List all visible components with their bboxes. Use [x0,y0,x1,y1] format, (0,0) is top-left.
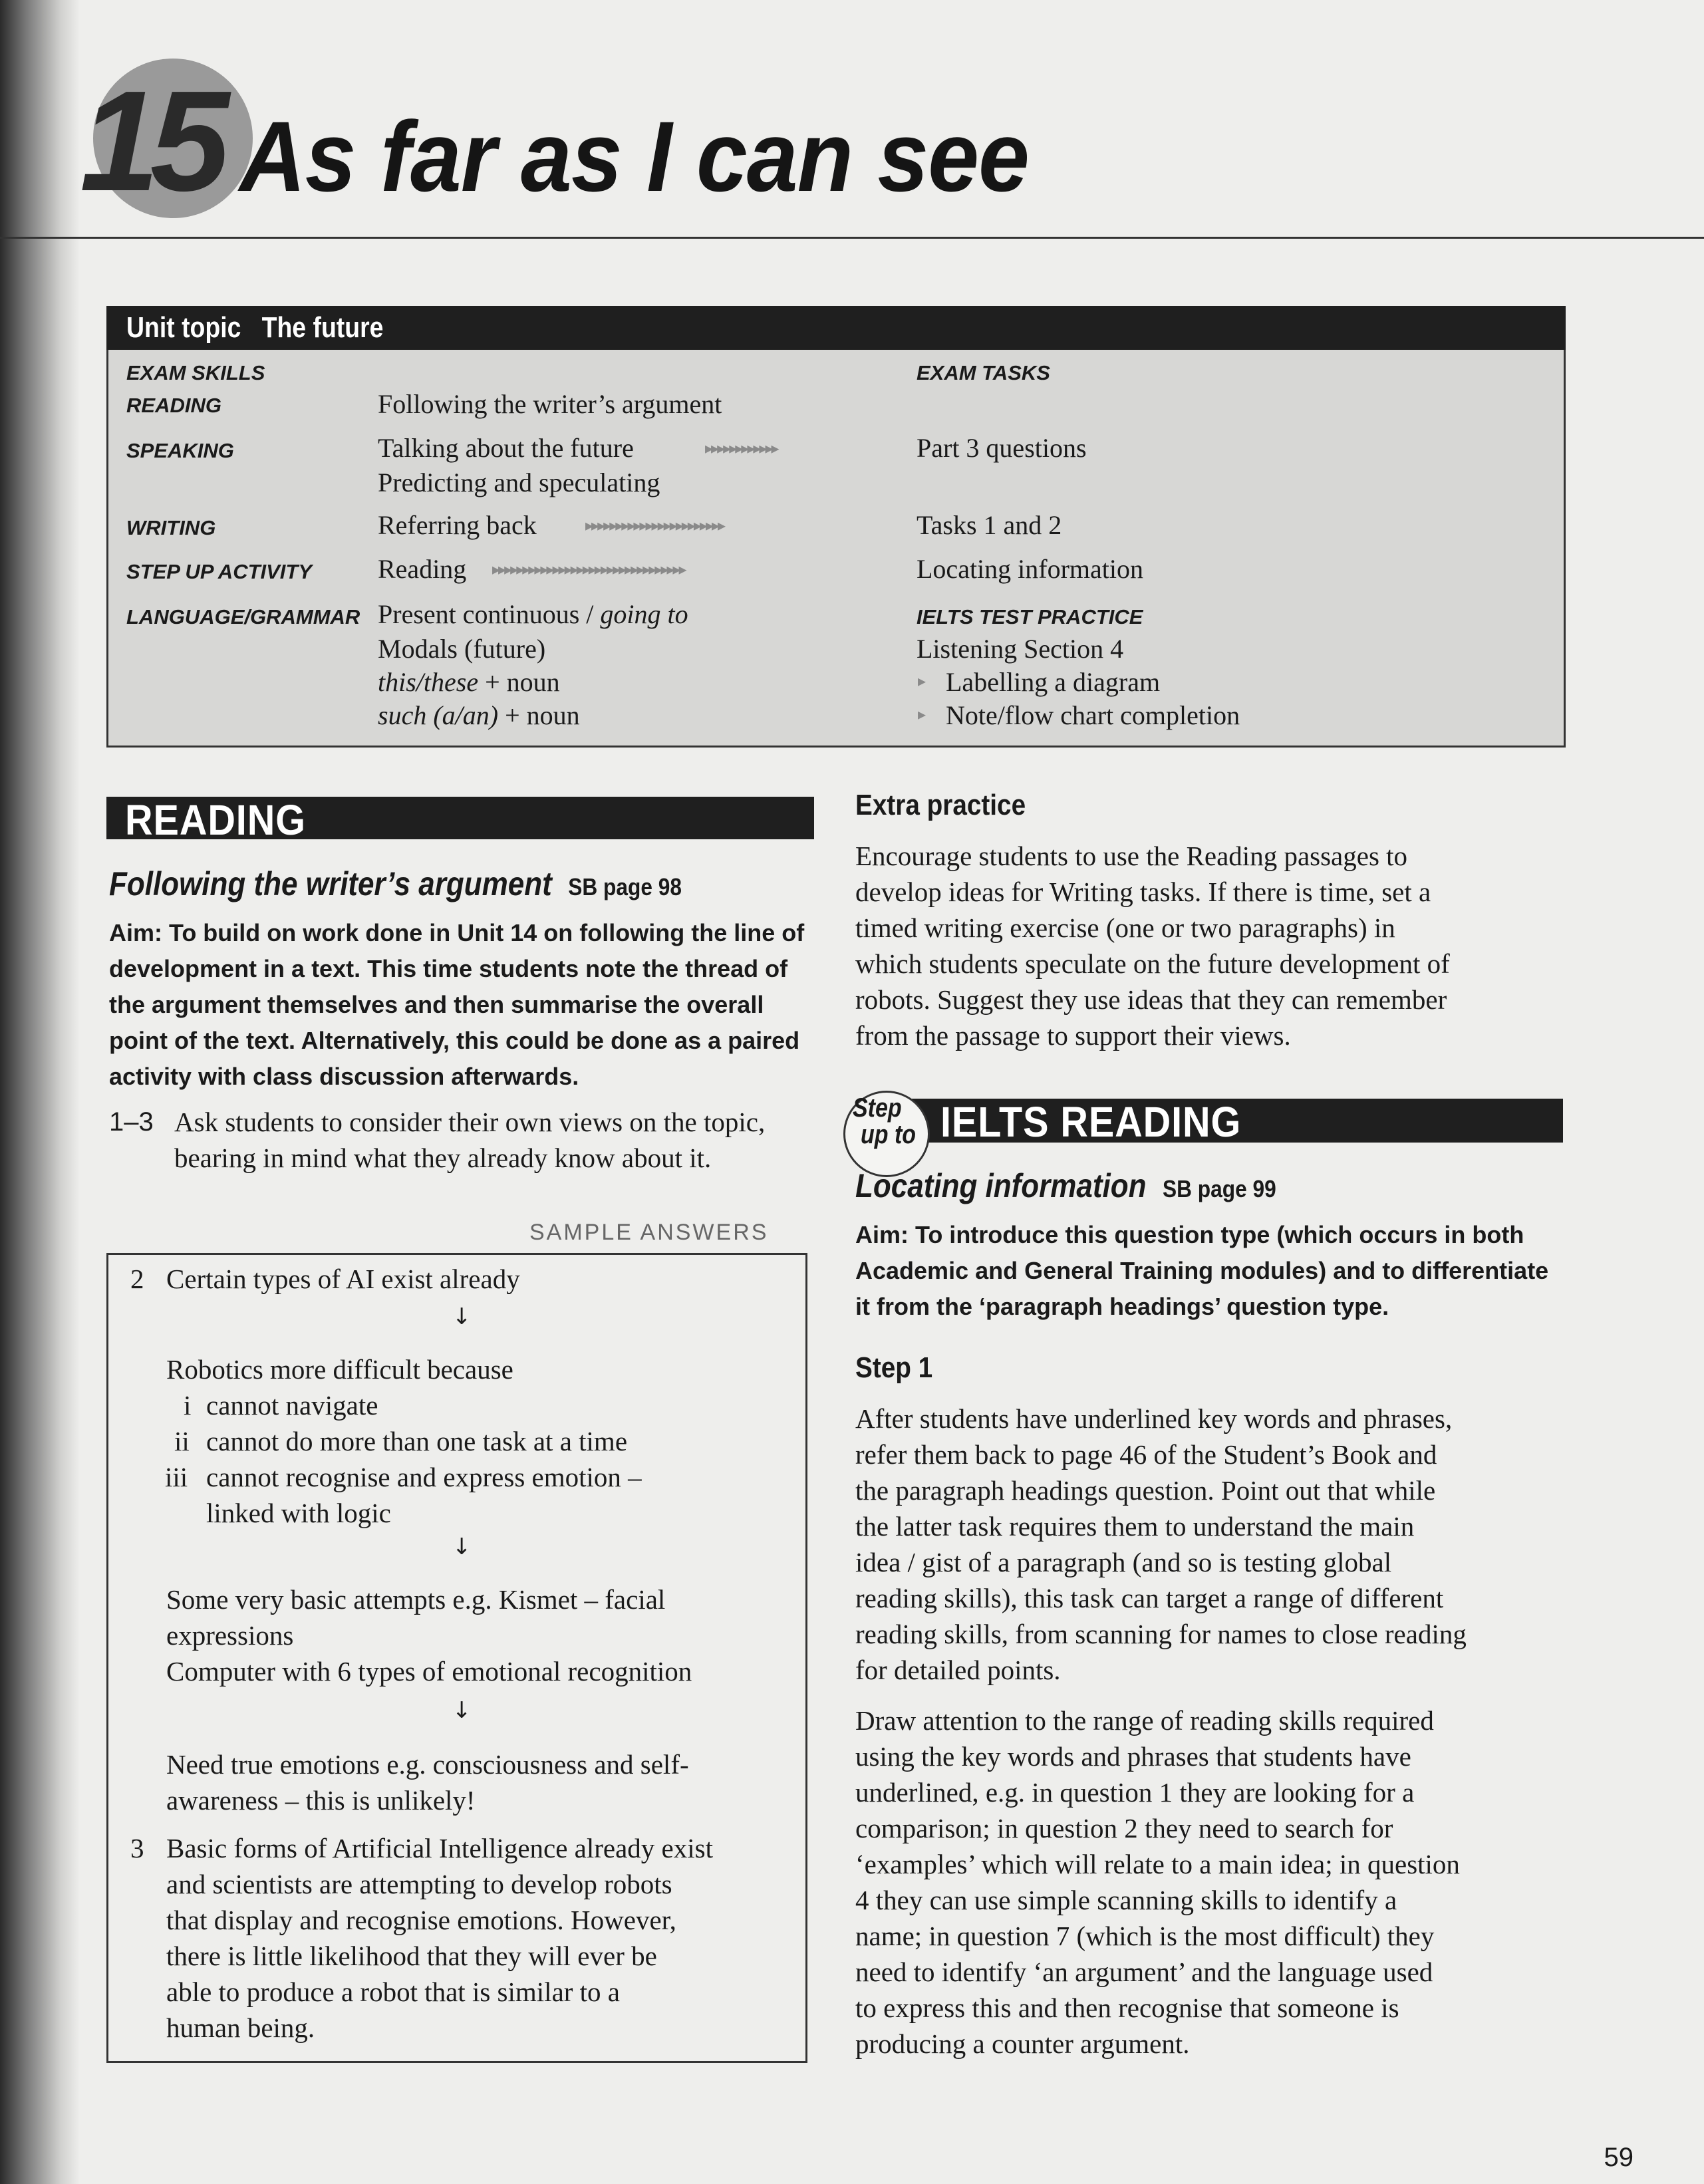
para1-line: reading skills), this task can target a range of different [855,1583,1444,1613]
para2-line: comparison; in question 2 they need to search for [855,1813,1393,1843]
extra-line: robots. Suggest they use ideas that they can remember [855,984,1447,1015]
reading-subhead [109,865,682,903]
unit-topic-name: The future [261,311,384,344]
sb-page-ref: SB page 98 [568,873,682,900]
exam-task: Locating information [917,554,1144,584]
step-up-logo-line1: Step [853,1093,902,1123]
para1-line: reading skills, from scanning for names to close reading [855,1619,1467,1649]
bullet-arrow-icon: ▸ [918,705,924,724]
answer-line: human being. [166,2012,315,2043]
unit-title: As far as I can see [239,100,1029,212]
ielts-reading-subhead [855,1166,1276,1205]
skill-value: Modals (future) [378,634,546,664]
answer-number: 3 [130,1833,144,1863]
ielts-item: Labelling a diagram [946,667,1161,697]
answer-line: Certain types of AI exist already [166,1264,520,1294]
extra-line: from the passage to support their views. [855,1020,1291,1051]
ielts-reading-title: IELTS READING [940,1098,1242,1146]
para1-line: After students have underlined key words and phrases, [855,1403,1453,1434]
skill-label-language-grammar: LANGUAGE/GRAMMAR [126,605,360,628]
skill-label-step-up: STEP UP ACTIVITY [126,560,313,583]
para2-line: Draw attention to the range of reading skills required [855,1705,1434,1736]
ielts-reading-aim: Aim: To introduce this question type (which occurs in both Academic and General Training modules) and to differentiate it from the ‘paragraph headings’ question type. [855,1221,1549,1320]
skill-label-writing: WRITING [126,516,216,539]
ielts-subhead-text: Locating information [855,1167,1147,1204]
para2-line: name; in question 7 (which is the most difficult) they [855,1921,1435,1951]
bullet-arrow-icon: ▸ [918,672,924,690]
step-number: 1–3 [109,1107,154,1137]
para2-line: underlined, e.g. in question 1 they are looking for a [855,1777,1415,1808]
exam-skills-header: EXAM SKILLS [126,361,265,384]
para2-line: 4 they can use simple scanning skills to identify a [855,1885,1397,1915]
para1-line: for detailed points. [855,1655,1061,1685]
skill-value: Following the writer’s argument [378,389,722,419]
answer-line: and scientists are attempting to develop robots [166,1869,672,1899]
ielts-test-practice-header: IELTS TEST PRACTICE [917,605,1143,628]
exam-task: Tasks 1 and 2 [917,510,1062,540]
ielts-section: Listening Section 4 [917,634,1124,664]
step-up-logo-line2: up to [861,1120,917,1149]
answer-line: there is little likelihood that they will ever be [166,1941,657,1971]
list-numeral: iii [165,1462,188,1492]
list-item: cannot recognise and express emotion – [206,1462,642,1492]
arrow-down-icon: ↓ [452,1534,472,1560]
para2-line: producing a counter argument. [855,2028,1190,2059]
answer-line: that display and recognise emotions. However, [166,1905,676,1935]
unit-topic-bar-text [126,311,383,344]
page-number: 59 [1604,2143,1633,2172]
para2-line: ‘examples’ which will relate to a main idea; in question [855,1849,1460,1879]
arrow-connector: ▸▸▸▸▸▸▸▸▸▸▸▸▸▸▸▸▸▸▸▸▸▸▸▸▸▸▸▸▸▸▸▸ [492,560,685,579]
para2-line: to express this and then recognise that someone is [855,1992,1399,2023]
extra-line: which students speculate on the future development of [855,948,1450,979]
list-item: cannot do more than one task at a time [206,1426,628,1456]
answer-line: Need true emotions e.g. consciousness and self- [166,1749,689,1780]
extra-practice-heading: Extra practice [855,789,1026,821]
list-numeral: i [184,1390,192,1421]
arrow-connector: ▸▸▸▸▸▸▸▸▸▸▸▸▸▸▸▸▸▸▸▸▸▸▸ [585,516,724,535]
answer-line: Computer with 6 types of emotional recognition [166,1656,692,1687]
skill-value: this/these + noun [378,667,560,697]
para2-line: need to identify ‘an argument’ and the language used [855,1957,1433,1987]
extra-line: timed writing exercise (one or two paragraphs) in [855,912,1395,943]
para1-line: idea / gist of a paragraph (and so is testing global [855,1547,1392,1577]
ielts-item: Note/flow chart completion [946,700,1240,730]
step-text: Ask students to consider their own views on the topic, bearing in mind what they already know about it. [174,1107,766,1173]
list-item: cannot navigate [206,1390,378,1421]
skill-value: such (a/an) + noun [378,700,580,730]
answer-line: Basic forms of Artificial Intelligence already exist [166,1833,713,1863]
reading-aim: Aim: To build on work done in Unit 14 on following the line of development in a text. This time students note the thread of the argument themselves and then summarise the overall point of the text. Alternatively, this could be done as a paired activity with class discussion afterwards. [109,919,805,1090]
answer-line: able to produce a robot that is similar to a [166,1977,621,2007]
arrow-down-icon: ↓ [452,1697,472,1724]
arrow-down-icon: ↓ [452,1303,472,1330]
unit-number: 15 [80,61,221,221]
step-1-heading: Step 1 [855,1351,933,1384]
reading-subhead-text: Following the writer’s argument [109,865,552,902]
skill-label-reading: READING [126,394,221,417]
para1-line: the latter task requires them to understand the main [855,1511,1415,1542]
answer-line: Robotics more difficult because [166,1354,513,1385]
para1-line: the paragraph headings question. Point out that while [855,1475,1436,1506]
answer-number: 2 [130,1264,144,1294]
answer-line: awareness – this is unlikely! [166,1785,476,1816]
para1-line: refer them back to page 46 of the Student’s Book and [855,1439,1437,1470]
skill-value: Referring back [378,510,537,540]
list-item-cont: linked with logic [206,1498,391,1528]
answer-line: expressions [166,1620,294,1651]
page-gutter-shadow [0,0,80,2184]
skill-value: Reading [378,554,467,584]
skill-value: Present continuous / going to [378,599,688,629]
para2-line: using the key words and phrases that students have [855,1741,1411,1772]
exam-tasks-header: EXAM TASKS [917,361,1050,384]
answer-line: Some very basic attempts e.g. Kismet – facial [166,1584,666,1615]
skill-value: Predicting and speculating [378,468,660,497]
list-numeral: ii [174,1426,190,1456]
arrow-connector: ▸▸▸▸▸▸▸▸▸▸▸▸ [705,439,778,458]
reading-section-title: READING [125,796,306,844]
header-rule [0,237,1704,239]
skill-label-speaking: SPEAKING [126,439,234,462]
skill-value: Talking about the future [378,433,634,463]
exam-task: Part 3 questions [917,433,1087,463]
unit-topic-box [106,306,1566,748]
extra-line: Encourage students to use the Reading passages to [855,841,1408,871]
unit-topic-label: Unit topic [126,311,241,344]
extra-line: develop ideas for Writing tasks. If there is time, set a [855,877,1431,907]
sb-page-ref: SB page 99 [1163,1175,1276,1202]
sample-answers-label: SAMPLE ANSWERS [529,1220,769,1245]
